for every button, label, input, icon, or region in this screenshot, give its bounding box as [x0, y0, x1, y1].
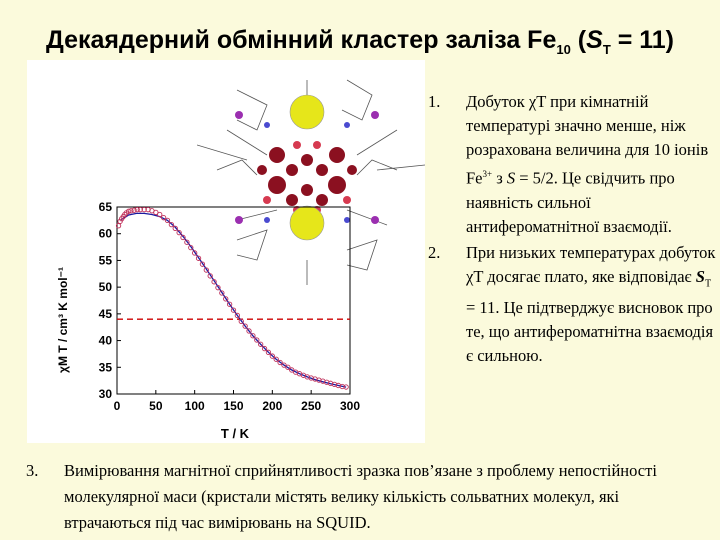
fit-curve-group: [121, 213, 346, 387]
y-tick-label: 50: [98, 280, 112, 295]
x-tick-label: 200: [262, 399, 283, 413]
y-tick-label: 60: [98, 226, 112, 241]
x-tick-label: 100: [184, 399, 205, 413]
y-axis-label: χM T / cm³ K mol⁻¹: [56, 267, 70, 373]
x-tick-label: 250: [301, 399, 322, 413]
x-tick-label: 50: [149, 399, 163, 413]
footnote-item: 3. Вимірювання магнітної сприйнятливості зразка пов’язане з проблему непостійності молекулярної маси (кристали містять велику кількість сольватних молекул, які втрачаються під час вимірювань на SQUID.: [26, 461, 657, 532]
y-tick-label: 40: [98, 333, 112, 348]
x-tick-label: 300: [339, 399, 361, 413]
list-item: 1. Добуток χT при кімнатній температурі значно менше, ніж розрахована величина для 10 іонів $Fe^{3+}$ з S = 5/2. Це свідчить про наявність сильної антифероматнітної взаємодії.: [428, 92, 709, 236]
y-tick-label: 35: [98, 360, 112, 375]
data-points-group: [116, 207, 348, 389]
x-tick-label: 150: [223, 399, 244, 413]
y-tick-label: 45: [98, 306, 112, 321]
y-tick-label: 30: [98, 387, 112, 401]
x-axis-label: T / K: [220, 426, 250, 441]
plot-frame: [117, 207, 350, 394]
slide-title: Декаядерний обмінний кластер заліза $Fe_{10}$ $(S_T = 11)$: [45, 26, 675, 57]
plot-axes: [117, 207, 350, 394]
list-item: 2. При низьких температурах добуток χT досягає плато, яке відповідає $S_T = 11$. Це підтверджує висновок про те, що антифероматнітна взаємодія є сильною.: [428, 242, 716, 365]
explanation-list: [428, 90, 718, 370]
x-tick-label: 0: [113, 399, 121, 413]
y-tick-label: 65: [98, 200, 112, 214]
chi-t-plot: [27, 60, 425, 443]
figure-panel: [27, 60, 425, 443]
fit-curve: [121, 213, 346, 387]
y-tick-label: 55: [98, 253, 112, 268]
